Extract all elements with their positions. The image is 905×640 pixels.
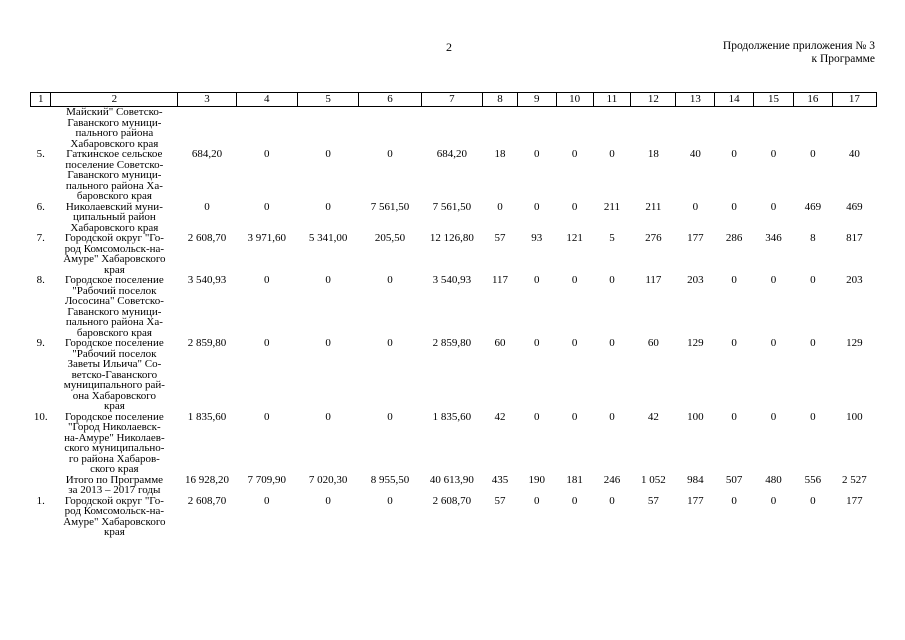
- value-cell: 0: [770, 274, 777, 286]
- value-cell: 984: [687, 473, 704, 486]
- value-cell: 0: [571, 274, 578, 286]
- value-cell: 0: [770, 494, 777, 507]
- name-line: ского муниципально-: [64, 442, 165, 454]
- value-cell: 3 971,60: [247, 232, 287, 244]
- value-cell: 0: [387, 494, 393, 507]
- value-cell: 0: [387, 410, 393, 423]
- name-line: на-Амуре" Николаев-: [64, 431, 165, 444]
- value-cell: 2 608,70: [187, 232, 227, 244]
- municipality-name: [51, 275, 178, 338]
- value-cell: 211: [645, 200, 662, 213]
- value-cell: 346: [765, 232, 782, 244]
- value-cell: 0: [731, 148, 737, 160]
- name-line: Городское поселение: [65, 410, 164, 423]
- name-line: Майский" Советско-: [66, 106, 163, 118]
- value-cell: 0: [810, 494, 816, 507]
- value-cell: 0: [264, 410, 270, 423]
- value-cell: 0: [204, 200, 210, 213]
- municipality-name: [51, 233, 178, 275]
- value-cell: 0: [731, 410, 737, 423]
- name-line: баровского края: [76, 326, 152, 339]
- value-cell: 181: [566, 473, 583, 486]
- value-cell: [421, 107, 482, 150]
- column-header: 4: [236, 93, 297, 107]
- value-cell: 0: [534, 148, 540, 160]
- value-cell: 435: [491, 473, 509, 486]
- name-line: "Рабочий поселок: [72, 284, 157, 297]
- value-cell: 40: [848, 148, 860, 160]
- value-cell: 0: [325, 200, 331, 213]
- value-cell: 0: [264, 274, 270, 286]
- municipality-name: [51, 202, 178, 234]
- value-cell: 0: [325, 337, 331, 349]
- value-cell: 7 020,30: [308, 473, 348, 486]
- value-cell: 0: [534, 200, 540, 213]
- value-cell: 117: [491, 274, 509, 286]
- value-cell: 0: [770, 337, 777, 349]
- value-cell: 0: [264, 200, 270, 213]
- municipality-name: [51, 475, 178, 496]
- value-cell: 100: [687, 410, 704, 423]
- table-row: [31, 107, 877, 150]
- value-cell: 60: [494, 337, 506, 349]
- value-cell: 0: [770, 148, 777, 160]
- value-cell: 0: [731, 494, 737, 507]
- value-cell: 0: [571, 337, 578, 349]
- value-cell: 8: [810, 232, 816, 244]
- value-cell: 2 527: [842, 473, 867, 486]
- appendix-line-2: к Программе: [811, 53, 875, 65]
- name-line: пального района: [75, 127, 154, 139]
- name-line: Николаевский муни-: [65, 200, 163, 213]
- value-cell: [517, 107, 556, 150]
- table-row: [31, 149, 877, 202]
- row-number: [31, 475, 51, 496]
- value-cell: [297, 107, 358, 150]
- name-line: муниципального рай-: [63, 379, 165, 391]
- value-cell: 203: [687, 274, 704, 286]
- value-cell: 7 709,90: [247, 473, 287, 486]
- name-line: баровского края: [76, 190, 152, 202]
- value-cell: 1 835,60: [432, 410, 472, 423]
- row-number: 8.: [36, 274, 45, 286]
- value-cell: 0: [609, 148, 615, 160]
- municipality-name: [51, 149, 178, 202]
- value-cell: 0: [731, 274, 737, 286]
- value-cell: 57: [647, 494, 659, 507]
- value-cell: 0: [534, 410, 540, 423]
- value-cell: 0: [497, 200, 503, 213]
- value-cell: [359, 107, 421, 150]
- value-cell: 507: [725, 473, 743, 486]
- column-header: 10: [556, 93, 593, 107]
- name-line: края: [103, 263, 125, 276]
- row-number: 10.: [33, 410, 48, 423]
- name-line: род Комсомольск-на-: [64, 242, 165, 255]
- value-cell: 0: [731, 337, 737, 349]
- value-cell: 16 928,20: [184, 473, 229, 486]
- value-cell: 0: [731, 200, 737, 213]
- value-cell: 480: [765, 473, 782, 486]
- name-line: Итого по Программе: [65, 473, 164, 486]
- column-header: 14: [715, 93, 754, 107]
- value-cell: 0: [387, 148, 393, 160]
- row-number: 1.: [36, 494, 45, 507]
- value-cell: [556, 107, 593, 150]
- value-cell: 203: [846, 274, 863, 286]
- value-cell: [715, 107, 754, 150]
- value-cell: 0: [609, 337, 615, 349]
- value-cell: 8 955,50: [370, 473, 410, 486]
- page-number: 2: [446, 40, 452, 54]
- name-line: пального района Ха-: [65, 179, 163, 192]
- municipality-name: [51, 107, 178, 150]
- name-line: Хабаровского края: [70, 221, 159, 234]
- value-cell: [593, 107, 631, 150]
- name-line: поселение Советско-: [65, 158, 164, 171]
- value-cell: [754, 107, 794, 150]
- value-cell: 7 561,50: [432, 200, 472, 213]
- value-cell: 12 126,80: [429, 232, 474, 244]
- value-cell: 40: [689, 148, 701, 160]
- name-line: Городской округ "Го-: [64, 494, 164, 507]
- name-line: Городское поселение: [65, 274, 164, 286]
- column-header: 6: [359, 93, 421, 107]
- value-cell: 817: [846, 232, 863, 244]
- value-cell: 0: [810, 148, 816, 160]
- value-cell: [236, 107, 297, 150]
- column-header: 7: [421, 93, 482, 107]
- table-header-row: [31, 93, 877, 107]
- value-cell: [631, 107, 676, 150]
- value-cell: 0: [609, 274, 615, 286]
- value-cell: 40 613,90: [429, 473, 474, 486]
- value-cell: 2 859,80: [432, 337, 472, 349]
- name-line: Заветы Ильича" Со-: [67, 358, 162, 370]
- value-cell: 205,50: [374, 232, 406, 244]
- name-line: Городской округ "Го-: [64, 232, 164, 244]
- table-row: [31, 202, 877, 234]
- value-cell: 2 859,80: [187, 337, 227, 349]
- name-line: за 2013 – 2017 годы: [68, 484, 161, 496]
- value-cell: 0: [534, 274, 540, 286]
- appendix-line-1: Продолжение приложения № 3: [722, 40, 875, 52]
- value-cell: 177: [846, 494, 863, 507]
- value-cell: 0: [770, 410, 777, 423]
- value-cell: 286: [725, 232, 743, 244]
- value-cell: 60: [647, 337, 659, 349]
- municipality-name: [51, 412, 178, 475]
- value-cell: 0: [387, 274, 393, 286]
- row-number: 7.: [36, 232, 45, 244]
- value-cell: 3 540,93: [187, 274, 227, 286]
- column-header: 3: [178, 93, 236, 107]
- column-header: 8: [483, 93, 518, 107]
- value-cell: 0: [325, 410, 331, 423]
- value-cell: 42: [647, 410, 659, 423]
- name-line: "Город Николаевск-: [68, 421, 161, 433]
- value-cell: 0: [810, 410, 816, 423]
- value-cell: 0: [534, 494, 540, 507]
- name-line: Амуре" Хабаровского: [63, 515, 166, 528]
- value-cell: 129: [687, 337, 704, 349]
- value-cell: 121: [566, 232, 583, 244]
- value-cell: 211: [603, 200, 621, 213]
- value-cell: 0: [810, 274, 816, 286]
- value-cell: 0: [609, 494, 615, 507]
- value-cell: 18: [647, 148, 659, 160]
- value-cell: [794, 107, 833, 150]
- value-cell: 177: [687, 232, 704, 244]
- table-row: [31, 475, 877, 496]
- value-cell: 0: [571, 148, 578, 160]
- value-cell: 0: [571, 200, 578, 213]
- value-cell: [676, 107, 715, 150]
- column-header: 11: [593, 93, 631, 107]
- row-number: 9.: [36, 337, 45, 349]
- column-header: 16: [794, 93, 833, 107]
- value-cell: 1 835,60: [187, 410, 227, 423]
- value-cell: 190: [528, 473, 546, 486]
- value-cell: 5 341,00: [308, 232, 348, 244]
- value-cell: 0: [692, 200, 699, 213]
- value-cell: 684,20: [436, 148, 468, 160]
- appendix-caption: [723, 40, 875, 66]
- name-line: Амуре" Хабаровского: [63, 253, 166, 265]
- value-cell: 0: [609, 410, 615, 423]
- value-cell: 0: [770, 200, 777, 213]
- value-cell: 0: [325, 148, 331, 160]
- value-cell: 0: [571, 494, 578, 507]
- table-row: [31, 338, 877, 412]
- name-line: "Рабочий поселок: [72, 347, 157, 360]
- name-line: го района Хабаров-: [68, 452, 160, 465]
- data-table: [30, 92, 877, 538]
- value-cell: 0: [325, 494, 331, 507]
- column-header: 2: [51, 93, 178, 107]
- name-line: род Комсомольск-на-: [64, 505, 165, 517]
- municipality-name: [51, 496, 178, 538]
- value-cell: 469: [846, 200, 863, 213]
- value-cell: [178, 107, 236, 150]
- value-cell: 0: [571, 410, 578, 423]
- value-cell: 5: [609, 232, 615, 244]
- value-cell: 2 608,70: [187, 494, 227, 507]
- name-line: ского края: [90, 463, 139, 475]
- column-header: 15: [754, 93, 794, 107]
- value-cell: 18: [494, 148, 506, 160]
- name-line: Гаткинское сельское: [66, 148, 163, 160]
- name-line: Хабаровского края: [70, 137, 159, 150]
- value-cell: 2 608,70: [432, 494, 472, 507]
- value-cell: 3 540,93: [432, 274, 472, 286]
- municipality-name: [51, 338, 178, 412]
- value-cell: 0: [264, 337, 270, 349]
- value-cell: 246: [603, 473, 621, 486]
- value-cell: 0: [810, 337, 816, 349]
- value-cell: 684,20: [191, 148, 223, 160]
- value-cell: 0: [264, 148, 270, 160]
- table-row: [31, 496, 877, 538]
- table-row: [31, 275, 877, 338]
- column-header: 12: [631, 93, 676, 107]
- name-line: Гаванского муници-: [67, 169, 162, 181]
- value-cell: 556: [804, 473, 822, 486]
- name-line: ципальный район: [73, 211, 156, 223]
- row-number: 6.: [36, 200, 45, 213]
- value-cell: 57: [494, 232, 506, 244]
- name-line: Городское поселение: [65, 337, 164, 349]
- value-cell: 0: [264, 494, 270, 507]
- name-line: пального района Ха-: [65, 316, 163, 328]
- table-row: [31, 412, 877, 475]
- value-cell: 93: [531, 232, 543, 244]
- row-number: [31, 107, 51, 150]
- value-cell: 177: [687, 494, 704, 507]
- value-cell: 57: [494, 494, 506, 507]
- value-cell: 7 561,50: [370, 200, 410, 213]
- value-cell: [832, 107, 876, 150]
- value-cell: 42: [494, 410, 506, 423]
- value-cell: 129: [846, 337, 863, 349]
- column-header: 1: [31, 93, 51, 107]
- column-header: 13: [676, 93, 715, 107]
- value-cell: [483, 107, 518, 150]
- name-line: Гаванского муници-: [67, 116, 162, 129]
- column-header: 5: [297, 93, 358, 107]
- value-cell: 1 052: [641, 473, 666, 486]
- name-line: она Хабаровского: [72, 389, 157, 402]
- value-cell: 276: [645, 232, 662, 244]
- name-line: Лососина" Советско-: [64, 295, 164, 307]
- name-line: ветско-Гаванского: [71, 368, 158, 381]
- name-line: края: [103, 526, 125, 538]
- value-cell: 100: [846, 410, 863, 423]
- column-header: 17: [832, 93, 876, 107]
- name-line: края: [103, 400, 125, 412]
- value-cell: 0: [387, 337, 393, 349]
- value-cell: 0: [325, 274, 331, 286]
- name-line: Гаванского муници-: [67, 305, 162, 318]
- value-cell: 117: [645, 274, 662, 286]
- value-cell: 469: [804, 200, 822, 213]
- column-header: 9: [517, 93, 556, 107]
- value-cell: 0: [534, 337, 540, 349]
- table-row: [31, 233, 877, 275]
- row-number: 5.: [36, 148, 45, 160]
